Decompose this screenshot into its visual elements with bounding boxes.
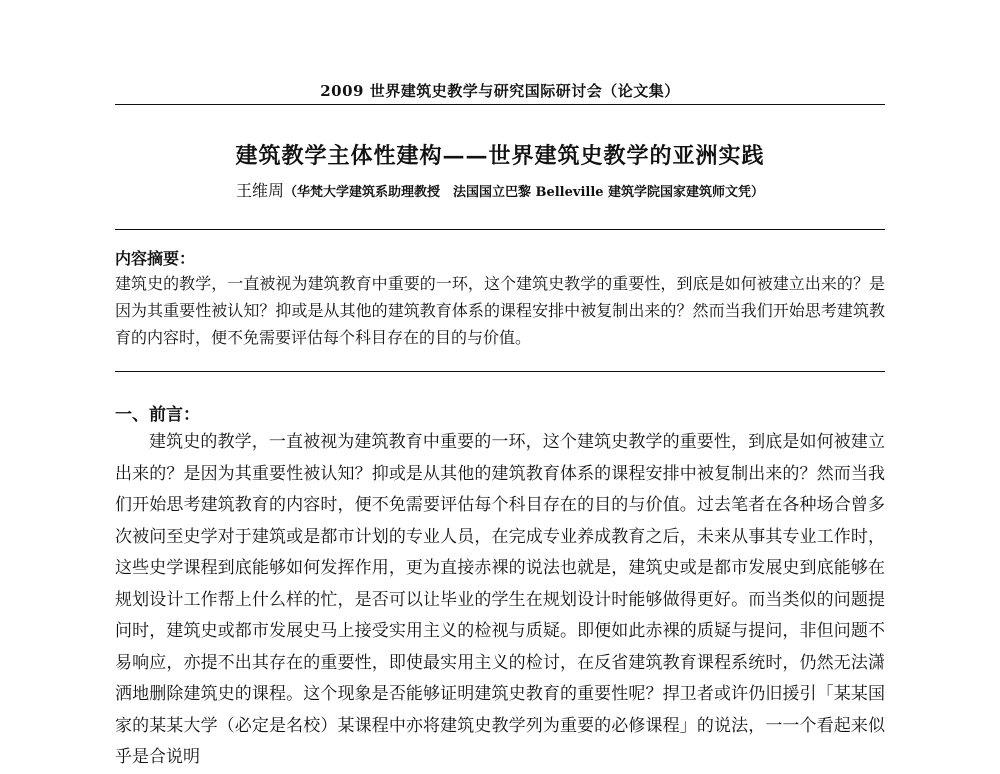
abstract-top-rule bbox=[115, 229, 885, 230]
abstract-bottom-rule bbox=[115, 371, 885, 372]
author-byline bbox=[115, 178, 885, 201]
body-paragraph: 建筑史的教学，一直被视为建筑教育中重要的一环，这个建筑史教学的重要性，到底是如何被建立出来的？是因为其重要性被认知？抑或是从其他的建筑教育体系的课程安排中被复制出来的？然而当我们开始思考建筑教育的内容时，便不免需要评估每个科目存在的目的与价值。过去笔者在各种场合曾多次被问至史学对于建筑或是都市计划的专业人员，在完成专业养成教育之后，未来从事其专业工作时，这些史学课程到底能够如何发挥作用，更为直接赤裸的说法也就是，建筑史或是都市发展史到底能够在规划设计工作帮上什么样的忙，是否可以让毕业的学生在规划设计时能够做得更好。而当类似的问题提问时，建筑史或都市发展史马上接受实用主义的检视与质疑。即便如此赤裸的质疑与提问，非但问题不易响应，亦提不出其存在的重要性，即使最实用主义的检讨，在反省建筑教育课程系统时，仍然无法潇洒地删除建筑史的课程。这个现象是否能够证明建筑史教育的重要性呢？捍卫者或许仍旧援引「某某国家的某某大学（必定是名校）某课程中亦将建筑史教学列为重要的必修课程」的说法，一一个看起来似乎是合说明 bbox=[115, 432, 885, 767]
section-heading: 一、前言： bbox=[115, 405, 200, 425]
paper-title: 建筑教学主体性建构——世界建筑史教学的亚洲实践 bbox=[235, 143, 765, 169]
abstract-text: 建筑史的教学，一直被视为建筑教育中重要的一环，这个建筑史教学的重要性，到底是如何被建立出来的？是因为其重要性被认知？抑或是从其他的建筑教育体系的课程安排中被复制出来的？然而当我们开始思考建筑教育的内容时，便不免需要评估每个科目存在的目的与价值。 bbox=[115, 274, 885, 347]
header-rule bbox=[115, 104, 885, 105]
author-affiliation: （华梵大学建筑系助理教授 法国国立巴黎 Belleville 建筑学院国家建筑师文凭） bbox=[283, 185, 765, 200]
running-header: 2009 世界建筑史教学与研究国际研讨会（论文集） bbox=[320, 82, 680, 100]
abstract-label: 内容摘要： bbox=[115, 249, 196, 268]
author-name: 王维周 bbox=[235, 181, 284, 200]
